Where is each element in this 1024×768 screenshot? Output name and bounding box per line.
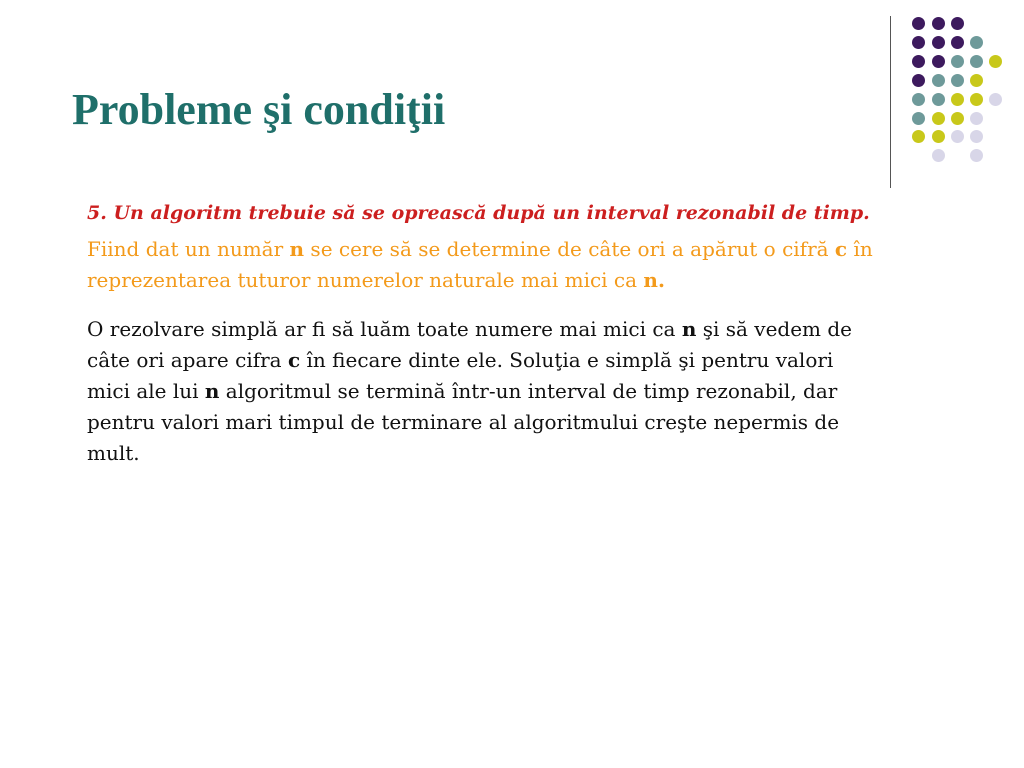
problem-text-2: se cere să se determine de câte ori a apărut o cifră (304, 237, 835, 261)
variable-n: n (681, 317, 697, 341)
slide-title: Probleme şi condiţii (72, 85, 446, 134)
decorative-dot (951, 112, 964, 125)
condition-statement: 5. Un algoritm trebuie să se oprească după un interval rezonabil de timp. (87, 202, 870, 224)
decorative-dot (932, 36, 945, 49)
decorative-dot (951, 74, 964, 87)
explanation-text-2: şi să vedem de câte ori apare cifra (87, 317, 853, 372)
decorative-dot (970, 112, 983, 125)
decorative-dot (912, 130, 925, 143)
variable-n: n (204, 379, 220, 403)
variable-n-end: n. (643, 268, 665, 292)
explanation-text-1: O rezolvare simplă ar fi să luăm toate numere mai mici ca (87, 317, 682, 341)
decorative-dot (932, 112, 945, 125)
problem-text-1: Fiind dat un număr (87, 237, 290, 261)
decorative-dot (912, 17, 925, 30)
decorative-dot (989, 93, 1002, 106)
explanation-text-3: în fiecare dinte ele. Soluţia e simplă şi pentru valori mici ale lui (87, 348, 834, 403)
variable-c: c (287, 348, 301, 372)
decorative-dot (951, 130, 964, 143)
explanation-text-4: algoritmul se termină într-un interval de timp rezonabil, dar pentru valori mari timpul de terminare al algoritmului creşte nepermis de mult. (87, 379, 840, 465)
slide-content (87, 198, 877, 469)
decorative-dot (951, 55, 964, 68)
variable-n: n (289, 237, 305, 261)
decorative-dot (912, 74, 925, 87)
problem-statement (87, 234, 877, 296)
decorative-dot (932, 130, 945, 143)
decorative-dot (970, 74, 983, 87)
decorative-dot (970, 149, 983, 162)
decorative-dot (912, 55, 925, 68)
variable-c: c (834, 237, 848, 261)
problem-text-3: în reprezentarea tuturor numerelor naturale mai mici ca (87, 237, 873, 292)
decorative-dot (970, 130, 983, 143)
decorative-dot (970, 93, 983, 106)
decorative-dot (932, 74, 945, 87)
decorative-dot-grid (0, 0, 1024, 200)
decorative-dot (912, 112, 925, 125)
decorative-dot (932, 149, 945, 162)
decorative-dot (932, 55, 945, 68)
decorative-dot (951, 93, 964, 106)
explanation-paragraph (87, 314, 877, 469)
decorative-dot (989, 55, 1002, 68)
decorative-dot (932, 93, 945, 106)
decorative-dot (970, 36, 983, 49)
decorative-dot (912, 93, 925, 106)
decorative-dot (932, 17, 945, 30)
decorative-dot (912, 36, 925, 49)
decorative-dot (970, 55, 983, 68)
decorative-dot (951, 36, 964, 49)
decorative-dot (951, 17, 964, 30)
